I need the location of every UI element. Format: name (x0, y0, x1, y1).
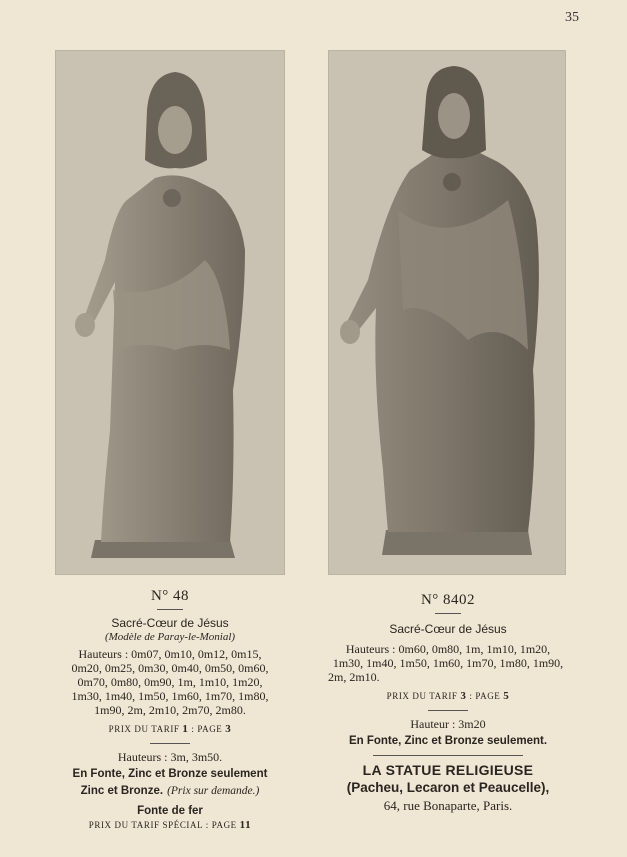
heights-list-left (40, 647, 300, 717)
statue-model-note: (Modèle de Paray-le-Monial) (104, 631, 236, 643)
heights-line: 1m90, 2m, 2m10, 2m70, 2m80. (94, 703, 246, 717)
material-line-right: En Fonte, Zinc et Bronze seulement. (348, 735, 548, 747)
divider (428, 710, 468, 711)
statue-title-left: Sacré-Cœur de Jésus (111, 616, 229, 630)
catalog-number-right: N° 8402 (420, 592, 476, 608)
heights-line: 0m70, 0m80, 0m90, 1m, 1m10, 1m20, (77, 675, 263, 689)
company-address: 64, rue Bonaparte, Paris. (383, 798, 513, 813)
divider (157, 609, 183, 610)
price-reference-left: PRIX DU TARIF 1 : PAGE 3 (108, 723, 232, 735)
page-number: 35 (565, 10, 579, 25)
heights-line: 2m, 2m10. (328, 670, 380, 684)
heights-extra-left: Hauteurs : 3m, 3m50. (117, 750, 223, 764)
statue-illustration-right (328, 50, 566, 575)
heights-line: Hauteurs : 0m07, 0m10, 0m12, 0m15, (78, 647, 262, 661)
divider (150, 743, 190, 744)
statue-photo-no-8402 (328, 50, 566, 575)
company-partners: (Pacheu, Lecaron et Peaucelle), (346, 780, 550, 795)
cast-iron-heading: Fonte de fer (137, 805, 203, 817)
heights-line: 1m30, 1m40, 1m50, 1m60, 1m70, 1m80, 1m90, (332, 656, 564, 670)
price-reference-right: PRIX DU TARIF 3 : PAGE 5 (386, 690, 510, 702)
material-line-2: Zinc et Bronze. (Prix sur demande.) (80, 785, 260, 797)
heights-line: 0m20, 0m25, 0m30, 0m40, 0m50, 0m60, (71, 661, 269, 675)
company-name: LA STATUE RELIGIEUSE (362, 762, 534, 778)
heights-line: 1m30, 1m40, 1m50, 1m60, 1m70, 1m80, (71, 689, 269, 703)
caption-right (318, 592, 578, 814)
heights-list-right (318, 642, 578, 684)
special-price-reference: PRIX DU TARIF SPÉCIAL : PAGE 11 (88, 819, 252, 831)
statue-photo-no-48 (55, 50, 285, 575)
caption-left (40, 588, 300, 831)
statue-illustration-left (55, 50, 285, 575)
material-line-1: En Fonte, Zinc et Bronze seulement (72, 768, 268, 780)
heights-line: Hauteurs : 0m60, 0m80, 1m, 1m10, 1m20, (345, 642, 551, 656)
statue-title-right: Sacré-Cœur de Jésus (389, 622, 507, 636)
divider (373, 755, 523, 756)
height-extra-right: Hauteur : 3m20 (410, 717, 486, 731)
catalog-number-left: N° 48 (150, 588, 190, 604)
divider (435, 613, 461, 614)
